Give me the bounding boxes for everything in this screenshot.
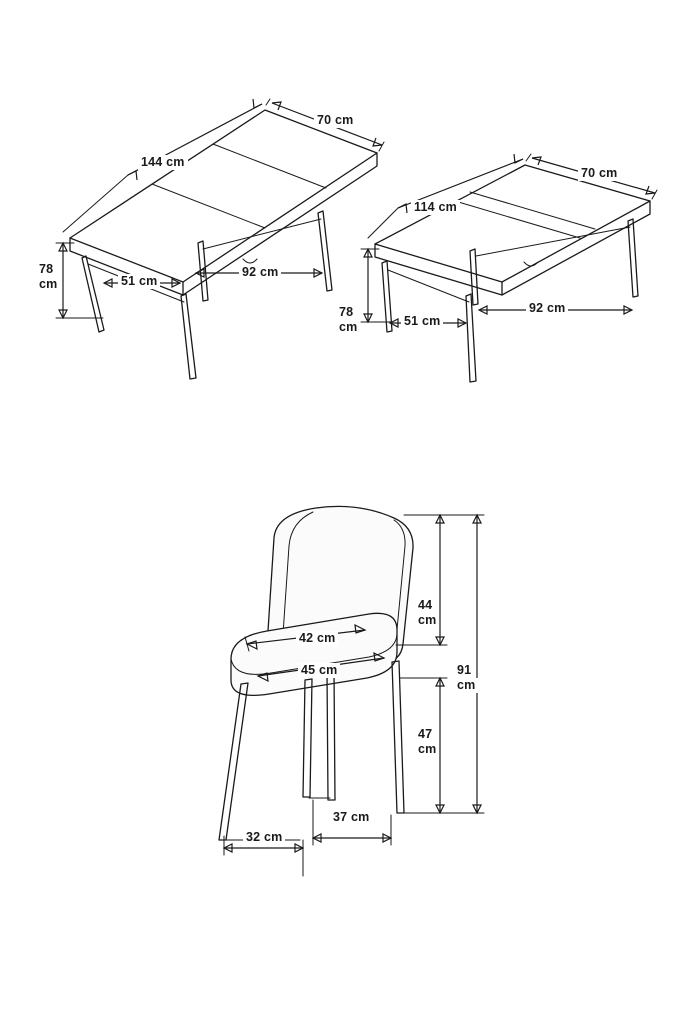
table-closed-leg-front-left — [382, 261, 392, 332]
dim-label-t2-92: 92 cm — [526, 301, 568, 316]
table-extended-drawing — [56, 99, 384, 379]
dim-label-c-37: 37 cm — [330, 810, 372, 825]
chair-leg-front-right — [303, 679, 312, 797]
chair-seat — [231, 613, 397, 695]
dim-label-t1-78-unit: cm — [36, 277, 60, 292]
dim-arrow-t1-144-b — [253, 99, 262, 108]
dim-label-c-91-unit: cm — [454, 678, 478, 693]
dim-arrow-t1-70-b — [373, 138, 382, 146]
dim-arrow-t2-70-b — [646, 186, 655, 194]
dim-label-c-44-value: 44 — [415, 598, 435, 613]
table-extended-leg-front-left — [82, 256, 104, 332]
dim-arrow-t2-114-b — [514, 154, 523, 163]
chair-leg-back-right — [392, 661, 404, 813]
dim-tick-t1-70-a — [266, 99, 270, 105]
table-extended-leg-front-right — [181, 294, 196, 379]
dim-label-c-44-unit: cm — [415, 613, 439, 628]
table-closed-leg-front-right — [466, 294, 476, 382]
dim-label-t2-70: 70 cm — [578, 166, 620, 181]
dim-label-t2-78-value: 78 — [336, 305, 356, 320]
dim-arrow-t2-70-a — [532, 157, 541, 165]
table-closed-top — [375, 165, 650, 282]
dim-tick-t2-70-a — [526, 154, 531, 161]
dim-label-t2-114: 114 cm — [411, 200, 460, 215]
dim-ext-t2-114 — [368, 208, 398, 238]
table-closed-leg-back-right — [628, 219, 638, 297]
dim-label-t1-70: 70 cm — [314, 113, 356, 128]
dim-label-t1-92: 92 cm — [239, 265, 281, 280]
chair-leg-back-left — [327, 671, 335, 800]
dim-label-t2-78-unit: cm — [336, 320, 360, 335]
dim-label-t1-144: 144 cm — [138, 155, 188, 170]
table-extended-leg-back-right — [318, 211, 332, 291]
dim-arrow-t1-70-a — [272, 102, 281, 110]
dim-arrow-t1-144-a — [128, 171, 137, 180]
dim-label-c-47-unit: cm — [415, 742, 439, 757]
dim-label-t1-51: 51 cm — [118, 274, 160, 289]
dim-label-t1-78-value: 78 — [36, 262, 56, 277]
dim-arrow-t2-114-a — [398, 204, 407, 213]
dim-label-c-91-value: 91 — [454, 663, 474, 678]
dim-tick-t2-70-b — [652, 190, 657, 199]
chair-leg-front-left — [219, 683, 248, 840]
dim-label-c-45: 45 cm — [298, 663, 340, 678]
dim-label-c-47-value: 47 — [415, 727, 435, 742]
table-closed-drawing — [361, 154, 657, 382]
dim-label-t2-51: 51 cm — [401, 314, 443, 329]
dim-label-c-32: 32 cm — [243, 830, 285, 845]
dim-label-c-42: 42 cm — [296, 631, 338, 646]
dim-tick-t1-70-b — [379, 142, 384, 151]
table-closed-apron-front — [388, 270, 469, 302]
table-extended-latch — [243, 259, 257, 263]
